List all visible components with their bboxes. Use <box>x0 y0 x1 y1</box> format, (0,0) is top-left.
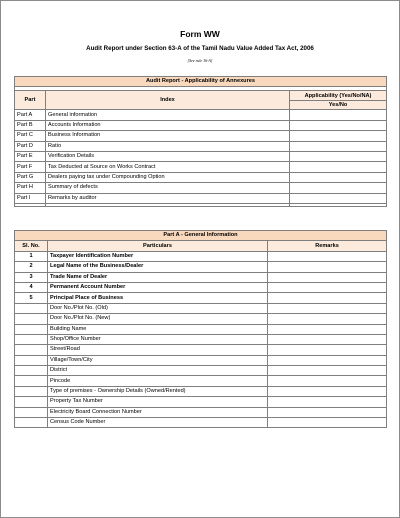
annexure-index-cell: Ratio <box>46 141 290 151</box>
form-subtitle: Audit Report under Section 63-A of the Tamil Nadu Value Added Tax Act, 2006 <box>86 45 314 52</box>
slno-cell <box>15 355 48 365</box>
slno-cell <box>15 418 48 428</box>
general-info-table <box>14 230 387 428</box>
remarks-cell[interactable] <box>268 262 387 272</box>
general-info-body <box>15 251 387 428</box>
general-info-row <box>15 262 387 272</box>
annexure-part-cell: Part E <box>15 151 46 161</box>
slno-cell: 1 <box>15 251 48 261</box>
slno-cell: 4 <box>15 282 48 292</box>
general-info-row <box>15 272 387 282</box>
annexure-index-cell: Accounts Information <box>46 120 290 130</box>
col-applicability-header: Applicability (Yes/No/NA) <box>290 91 387 101</box>
form-title: Form WW <box>180 29 220 39</box>
annexure-part-cell: Part I <box>15 193 46 203</box>
particulars-cell: Property Tax Number <box>48 397 268 407</box>
annexure-index-cell: General information <box>46 110 290 120</box>
general-info-row <box>15 418 387 428</box>
particulars-cell: District <box>48 366 268 376</box>
general-info-row <box>15 293 387 303</box>
particulars-cell: Census Code Number <box>48 418 268 428</box>
general-info-row <box>15 282 387 292</box>
annexure-part-cell: Part A <box>15 110 46 120</box>
general-info-row <box>15 355 387 365</box>
remarks-cell[interactable] <box>268 314 387 324</box>
particulars-cell: Legal Name of the Business/Dealer <box>48 262 268 272</box>
annexure-part-cell: Part F <box>15 162 46 172</box>
slno-cell <box>15 366 48 376</box>
annexure-applicability-cell[interactable] <box>290 193 387 203</box>
particulars-cell: Electricity Board Connection Number <box>48 407 268 417</box>
remarks-cell[interactable] <box>268 376 387 386</box>
annexures-table <box>14 76 387 207</box>
particulars-cell: Trade Name of Dealer <box>48 272 268 282</box>
slno-cell <box>15 345 48 355</box>
particulars-cell: Type of premises - Ownership Details (Owned/Rented) <box>48 386 268 396</box>
slno-cell: 2 <box>15 262 48 272</box>
particulars-cell: Permanent Account Number <box>48 282 268 292</box>
slno-cell <box>15 407 48 417</box>
slno-cell <box>15 376 48 386</box>
annexure-row <box>15 120 387 130</box>
particulars-cell: Street/Road <box>48 345 268 355</box>
particulars-cell: Village/Town/City <box>48 355 268 365</box>
particulars-cell: Door No./Plot No. (New) <box>48 314 268 324</box>
remarks-cell[interactable] <box>268 293 387 303</box>
rule-reference: [See rule 16-A] <box>187 58 213 63</box>
particulars-cell: Pincode <box>48 376 268 386</box>
col-part-header: Part <box>15 91 46 110</box>
general-info-row <box>15 324 387 334</box>
annexure-index-cell: Tax Deducted at Source on Works Contract <box>46 162 290 172</box>
annexure-row <box>15 141 387 151</box>
general-info-row <box>15 407 387 417</box>
remarks-cell[interactable] <box>268 418 387 428</box>
annexure-row <box>15 172 387 182</box>
remarks-cell[interactable] <box>268 282 387 292</box>
annexure-part-cell: Part G <box>15 172 46 182</box>
annexures-band-title: Audit Report - Applicability of Annexures <box>15 77 387 87</box>
slno-cell <box>15 334 48 344</box>
general-info-row <box>15 386 387 396</box>
slno-cell <box>15 386 48 396</box>
annexure-applicability-cell[interactable] <box>290 141 387 151</box>
col-slno-header: Sl. No. <box>15 241 48 251</box>
slno-cell <box>15 397 48 407</box>
slno-cell: 5 <box>15 293 48 303</box>
col-particulars-header: Particulars <box>48 241 268 251</box>
general-info-row <box>15 376 387 386</box>
remarks-cell[interactable] <box>268 345 387 355</box>
general-info-row <box>15 334 387 344</box>
annexure-row <box>15 151 387 161</box>
remarks-cell[interactable] <box>268 324 387 334</box>
annexure-row <box>15 162 387 172</box>
annexure-index-cell: Business Information <box>46 131 290 141</box>
annexure-gap-row <box>15 203 387 206</box>
particulars-cell: Shop/Office Number <box>48 334 268 344</box>
annexure-applicability-cell[interactable] <box>290 151 387 161</box>
slno-cell <box>15 314 48 324</box>
annexure-part-cell: Part B <box>15 120 46 130</box>
general-info-row <box>15 397 387 407</box>
slno-cell <box>15 303 48 313</box>
col-index-header: Index <box>46 91 290 110</box>
col-remarks-header: Remarks <box>268 241 387 251</box>
annexure-applicability-cell[interactable] <box>290 183 387 193</box>
annexure-part-cell: Part C <box>15 131 46 141</box>
remarks-cell[interactable] <box>268 334 387 344</box>
annexure-part-cell: Part H <box>15 183 46 193</box>
annexure-row <box>15 131 387 141</box>
general-info-row <box>15 303 387 313</box>
remarks-cell[interactable] <box>268 366 387 376</box>
remarks-cell[interactable] <box>268 397 387 407</box>
annexure-row <box>15 193 387 203</box>
annexure-applicability-cell[interactable] <box>290 131 387 141</box>
particulars-cell: Door No./Plot No. (Old) <box>48 303 268 313</box>
annexure-index-cell: Remarks by auditor <box>46 193 290 203</box>
annexure-applicability-cell[interactable] <box>290 172 387 182</box>
annexure-row <box>15 183 387 193</box>
general-info-row <box>15 366 387 376</box>
remarks-cell[interactable] <box>268 386 387 396</box>
remarks-cell[interactable] <box>268 355 387 365</box>
general-info-row <box>15 345 387 355</box>
annexure-applicability-cell[interactable] <box>290 110 387 120</box>
annexure-index-cell: Summary of defects <box>46 183 290 193</box>
general-band-title: Part A - General Information <box>15 231 387 241</box>
general-info-row <box>15 251 387 261</box>
remarks-cell[interactable] <box>268 272 387 282</box>
annexures-body <box>15 110 387 207</box>
remarks-cell[interactable] <box>268 251 387 261</box>
remarks-cell[interactable] <box>268 303 387 313</box>
annexure-applicability-cell[interactable] <box>290 162 387 172</box>
col-yesno-header: Yes/No <box>290 100 387 110</box>
remarks-cell[interactable] <box>268 407 387 417</box>
annexure-index-cell: Dealers paying tax under Compounding Option <box>46 172 290 182</box>
particulars-cell: Taxpayer Identification Number <box>48 251 268 261</box>
annexure-row <box>15 110 387 120</box>
general-info-row <box>15 314 387 324</box>
annexure-applicability-cell[interactable] <box>290 120 387 130</box>
slno-cell: 3 <box>15 272 48 282</box>
particulars-cell: Principal Place of Business <box>48 293 268 303</box>
annexure-index-cell: Verification Details <box>46 151 290 161</box>
annexure-part-cell: Part D <box>15 141 46 151</box>
slno-cell <box>15 324 48 334</box>
particulars-cell: Building Name <box>48 324 268 334</box>
